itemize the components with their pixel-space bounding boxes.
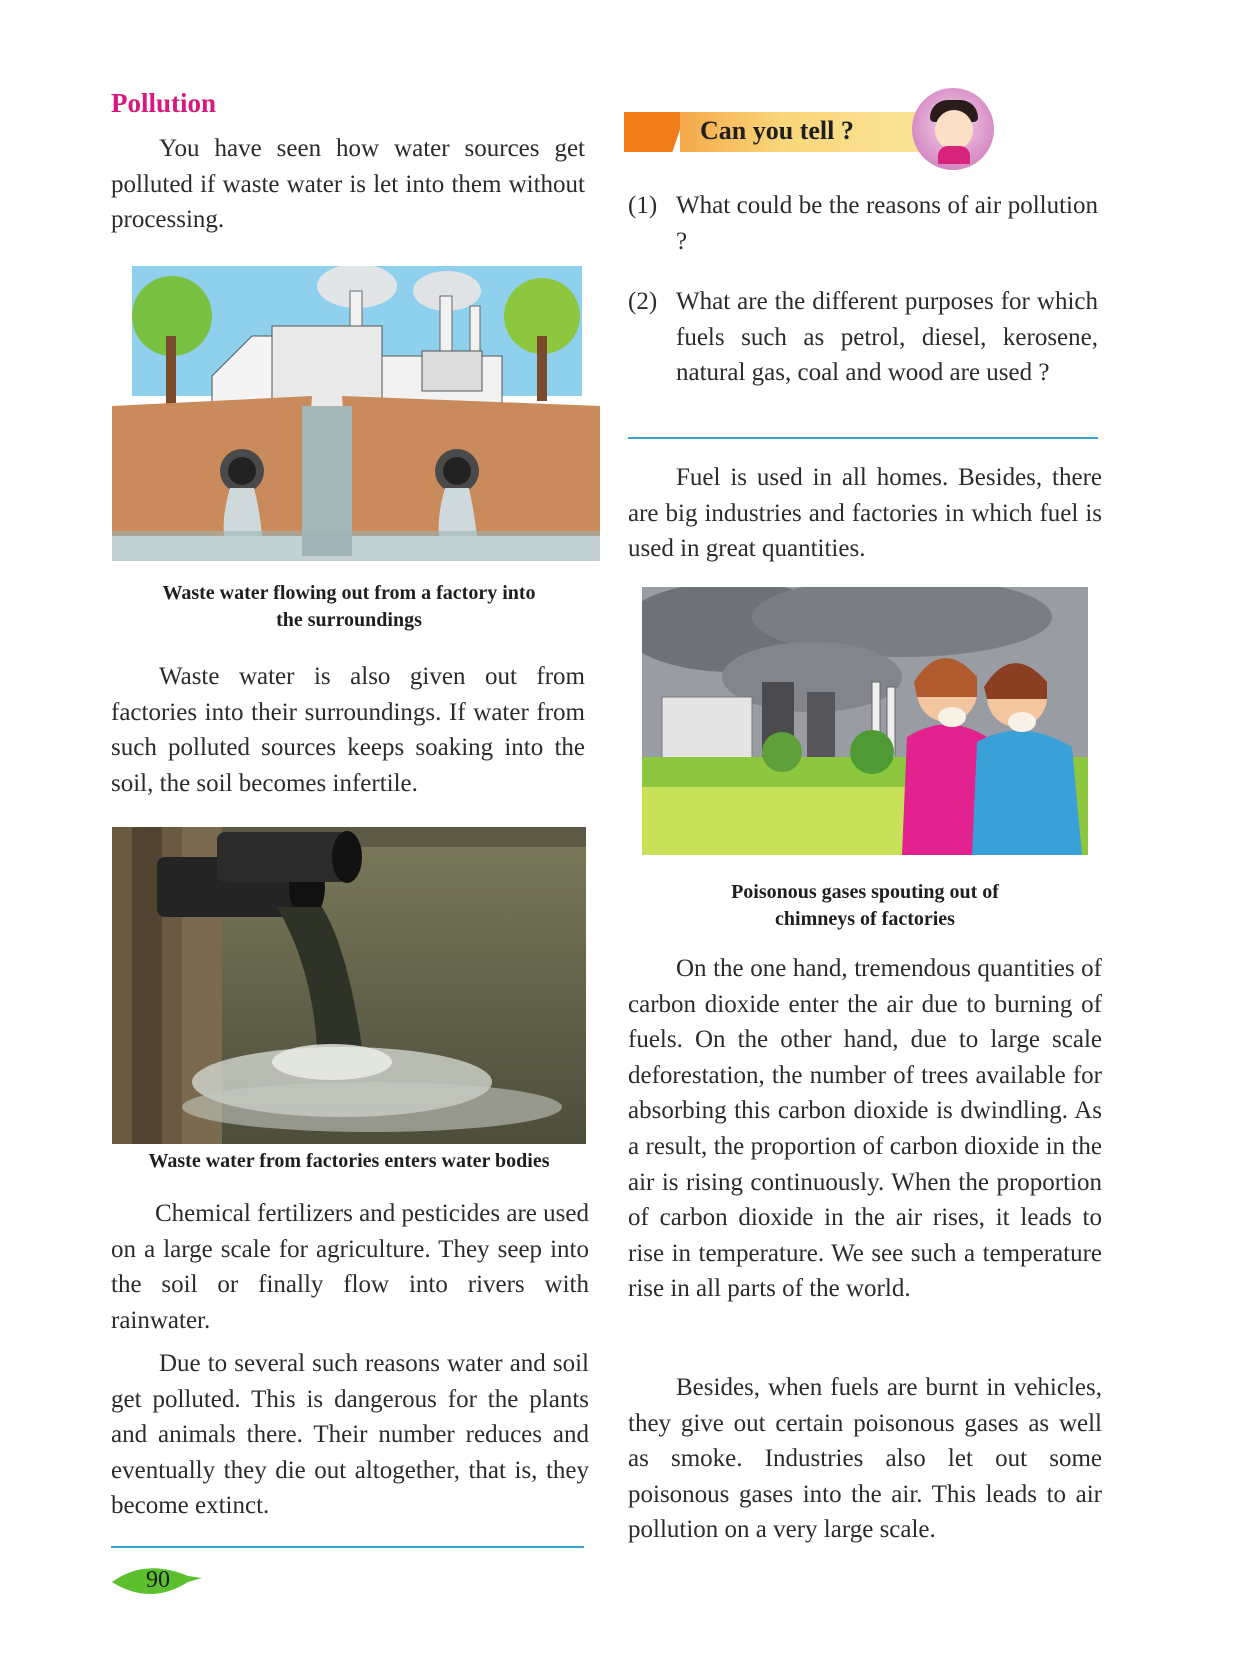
- carbon-dioxide-paragraph: On the one hand, tremendous quantities of carbon dioxide enter the air due to burning of fuels. On the other hand, due to large scale deforestation, the number of trees available for absorbing this carbon dioxide is dwindling. As a result, the proportion of carbon dioxide in the air is rising continuously. When the proportion of carbon dioxide in the air rises, it leads to rise in temperature. We see such a temperature rise in all parts of the world.: [628, 955, 1102, 1303]
- fuel-paragraph: Fuel is used in all homes. Besides, there are big industries and factories in which fuel is used in great quantities.: [628, 464, 1102, 563]
- avatar-dress: [938, 146, 970, 164]
- waste-water-paragraph: Waste water is also given out from factories into their surroundings. If water from such polluted sources keeps soaking into the soil, the soil becomes infertile.: [111, 663, 585, 797]
- figure3-caption-line1: Poisonous gases spouting out of: [731, 881, 999, 903]
- left-bottom-rule: [111, 1546, 584, 1548]
- page-number: 90: [146, 1567, 170, 1593]
- question-item-2: [628, 284, 1098, 391]
- factory-waste-water-illustration: [112, 266, 600, 568]
- extinction-paragraph: Due to several such reasons water and soil get polluted. This is dangerous for the plants and animals there. Their number reduces and eventually they die out altogether, that is, they become extinct.: [111, 1350, 589, 1520]
- banner-title: Can you tell ?: [700, 116, 854, 145]
- question-number: (1): [628, 192, 658, 219]
- right-question-rule: [628, 437, 1098, 439]
- section-heading: Pollution: [111, 88, 217, 118]
- question-number: (2): [628, 288, 658, 315]
- question-text: What are the different purposes for which fuels such as petrol, diesel, kerosene, natural gas, coal and wood are used ?: [676, 288, 1098, 387]
- intro-paragraph: You have seen how water sources get polluted if waste water is let into them without processing.: [111, 135, 585, 234]
- banner-tab: [624, 112, 686, 152]
- figure3-caption-line2: chimneys of factories: [775, 908, 955, 930]
- figure1-caption-line1: Waste water flowing out from a factory into: [162, 582, 536, 604]
- figure1-caption-line2: the surroundings: [276, 609, 422, 631]
- fertilizers-paragraph: Chemical fertilizers and pesticides are used on a large scale for agriculture. They seep into the soil or finally flow into rivers with rainwater.: [111, 1200, 589, 1334]
- poisonous-gases-illustration: [642, 587, 1088, 855]
- figure2-caption: Waste water from factories enters water bodies: [148, 1150, 550, 1172]
- question-item-1: [628, 188, 1098, 259]
- question-text: What could be the reasons of air pollution ?: [676, 192, 1098, 255]
- pipes-discharging-photo: [112, 827, 586, 1144]
- vehicles-paragraph: Besides, when fuels are burnt in vehicles, they give out certain poisonous gases as well as smoke. Industries also let out some poisonous gases into the air. This leads to air pollution on a very large scale.: [628, 1374, 1102, 1544]
- avatar-face: [935, 110, 973, 150]
